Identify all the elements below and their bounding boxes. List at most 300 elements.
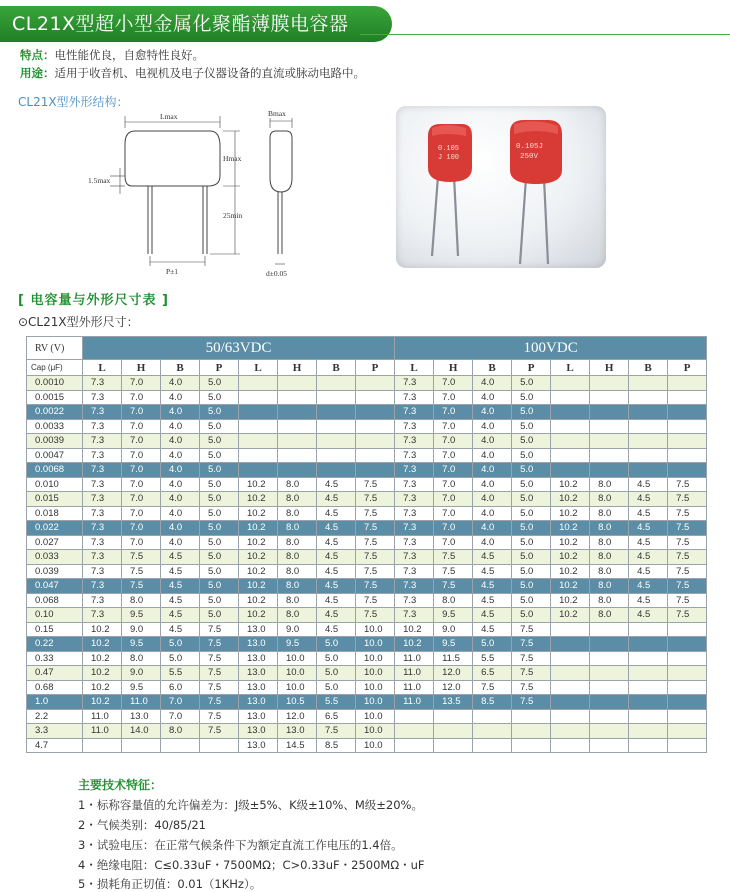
dimension-cell: 4.5 <box>317 593 356 608</box>
dimension-cell: 7.3 <box>395 463 434 478</box>
dimension-cell: 8.0 <box>122 651 161 666</box>
dimension-cell <box>551 448 590 463</box>
dimension-cell: 5.0 <box>473 637 512 652</box>
dimension-cell: 10.0 <box>356 738 395 753</box>
dimension-cell: 5.0 <box>200 564 239 579</box>
dimension-cell: 5.0 <box>200 608 239 623</box>
dimension-cell: 7.5 <box>473 680 512 695</box>
dimension-cell: 4.0 <box>161 448 200 463</box>
dimension-cell: 4.5 <box>317 550 356 565</box>
dimension-cell: 5.0 <box>512 535 551 550</box>
tech-item-2: 2・气候类别：40/85/21 <box>78 818 206 832</box>
dimension-cell: 7.0 <box>434 405 473 420</box>
table-row <box>27 608 707 623</box>
dimension-cell: 9.5 <box>122 637 161 652</box>
dimension-cell: 9.5 <box>122 680 161 695</box>
dimension-cell: 4.0 <box>161 477 200 492</box>
dimension-cell: 4.0 <box>161 521 200 536</box>
dimension-cell: 7.0 <box>122 521 161 536</box>
dimension-cell <box>668 666 707 681</box>
dim-header: B <box>161 360 200 376</box>
dimension-cell: 7.3 <box>395 448 434 463</box>
table-row <box>27 419 707 434</box>
dimension-cell: 14.5 <box>278 738 317 753</box>
dimension-cell <box>278 434 317 449</box>
dimension-cell: 10.2 <box>239 550 278 565</box>
dimension-cell: 4.5 <box>473 608 512 623</box>
dimension-cell: 10.2 <box>551 564 590 579</box>
dimension-cell <box>278 376 317 391</box>
capacitance-cell: 0.068 <box>27 593 83 608</box>
dimension-cell: 4.5 <box>317 608 356 623</box>
dimension-cell: 8.5 <box>317 738 356 753</box>
dimension-cell: 5.0 <box>200 477 239 492</box>
dimension-cell <box>629 434 668 449</box>
dimension-cell: 7.5 <box>668 506 707 521</box>
dimension-cell: 7.0 <box>434 419 473 434</box>
dimension-cell <box>122 738 161 753</box>
dimension-cell: 11.0 <box>122 695 161 710</box>
dimension-cell: 5.0 <box>200 390 239 405</box>
dimension-cell: 5.0 <box>512 608 551 623</box>
tech-item-5: 5・损耗角正切值：0.01（1KHz）。 <box>78 877 262 891</box>
dimension-cell: 5.0 <box>200 579 239 594</box>
table-row <box>27 666 707 681</box>
dimension-cell <box>590 709 629 724</box>
dimension-cell: 13.0 <box>239 680 278 695</box>
dimension-cell: 8.0 <box>278 593 317 608</box>
dimension-cell: 7.5 <box>200 724 239 739</box>
dimension-cell: 5.5 <box>473 651 512 666</box>
dimension-cell <box>668 637 707 652</box>
dimension-cell: 5.0 <box>512 477 551 492</box>
dimension-cell <box>239 405 278 420</box>
dimension-cell <box>473 724 512 739</box>
dimension-cell: 7.5 <box>317 724 356 739</box>
dimension-cell: 7.5 <box>668 579 707 594</box>
table-row <box>27 724 707 739</box>
dimension-cell <box>239 463 278 478</box>
dimension-cell <box>83 738 122 753</box>
capacitance-cell: 0.010 <box>27 477 83 492</box>
dim-header: H <box>278 360 317 376</box>
dimension-cell <box>434 709 473 724</box>
dimension-cell: 5.0 <box>200 434 239 449</box>
dimension-cell: 10.0 <box>356 680 395 695</box>
feature-line-2 <box>20 65 365 81</box>
dimension-cell: 11.0 <box>83 709 122 724</box>
dimension-cell: 5.0 <box>512 419 551 434</box>
capacitance-cell: 0.033 <box>27 550 83 565</box>
dim-header: L <box>395 360 434 376</box>
capacitance-cell: 0.22 <box>27 637 83 652</box>
dim-header: L <box>551 360 590 376</box>
dimension-cell <box>551 695 590 710</box>
dimension-cell: 7.3 <box>395 419 434 434</box>
dimension-cell: 7.3 <box>395 521 434 536</box>
dimension-cell: 7.5 <box>200 666 239 681</box>
dimension-cell <box>317 448 356 463</box>
dim-header: L <box>83 360 122 376</box>
table-row <box>27 680 707 695</box>
dimension-cell: 4.0 <box>161 376 200 391</box>
capacitance-cell: 0.039 <box>27 564 83 579</box>
dimension-cell: 7.0 <box>161 695 200 710</box>
dimension-cell <box>629 651 668 666</box>
dimension-cell: 4.0 <box>161 463 200 478</box>
dimension-cell: 11.0 <box>395 680 434 695</box>
dimension-cell: 7.3 <box>83 390 122 405</box>
dimension-cell: 6.0 <box>161 680 200 695</box>
dimension-cell: 10.2 <box>551 550 590 565</box>
dimension-cell <box>356 463 395 478</box>
dimension-cell: 7.5 <box>434 564 473 579</box>
dimension-cell: 9.5 <box>278 637 317 652</box>
dimension-cell: 7.5 <box>200 709 239 724</box>
dimension-cell: 7.3 <box>83 564 122 579</box>
capacitance-cell: 0.0015 <box>27 390 83 405</box>
dimension-cell: 5.0 <box>200 550 239 565</box>
dimension-cell: 8.0 <box>590 535 629 550</box>
dimension-cell: 8.0 <box>590 579 629 594</box>
dimension-cell: 5.0 <box>317 680 356 695</box>
dimension-cell <box>551 405 590 420</box>
capacitance-cell: 0.33 <box>27 651 83 666</box>
dim-header: P <box>668 360 707 376</box>
cap1-marking-2: J 100 <box>438 154 460 162</box>
table-row <box>27 622 707 637</box>
dimension-cell <box>278 463 317 478</box>
dimension-cell: 8.0 <box>278 506 317 521</box>
dimension-cell: 7.3 <box>83 492 122 507</box>
dimension-cell: 8.0 <box>278 492 317 507</box>
dim-header: H <box>434 360 473 376</box>
dimension-cell <box>395 724 434 739</box>
dimension-cell <box>590 448 629 463</box>
dimension-cell: 7.0 <box>122 463 161 478</box>
dimension-cell: 5.0 <box>200 419 239 434</box>
dimension-cell <box>590 419 629 434</box>
dimension-cell: 4.0 <box>473 434 512 449</box>
dimension-cell: 7.3 <box>83 506 122 521</box>
table-row <box>27 477 707 492</box>
dimension-cell: 7.5 <box>356 506 395 521</box>
dimension-cell: 8.0 <box>590 593 629 608</box>
dimension-cell: 13.0 <box>239 622 278 637</box>
dimension-cell: 4.5 <box>161 622 200 637</box>
dimension-cell: 4.0 <box>473 463 512 478</box>
dimension-cell: 9.0 <box>278 622 317 637</box>
capacitance-cell: 0.0039 <box>27 434 83 449</box>
table-row <box>27 593 707 608</box>
dimension-cell <box>356 434 395 449</box>
dimension-cell: 4.0 <box>473 405 512 420</box>
table-row <box>27 709 707 724</box>
dimension-cell <box>200 738 239 753</box>
dimension-cell <box>668 434 707 449</box>
dimension-cell: 5.0 <box>200 376 239 391</box>
dimension-cell: 7.3 <box>83 593 122 608</box>
dimension-cell: 7.5 <box>512 695 551 710</box>
dimension-cell <box>629 724 668 739</box>
dimension-cell <box>668 680 707 695</box>
dimension-cell <box>473 738 512 753</box>
dimension-cell: 10.2 <box>551 535 590 550</box>
dimension-cell: 7.3 <box>395 405 434 420</box>
dimension-cell: 5.0 <box>512 506 551 521</box>
dimension-cell <box>668 419 707 434</box>
dimension-cell: 11.0 <box>395 695 434 710</box>
dimension-cell <box>356 448 395 463</box>
dimension-cell <box>317 390 356 405</box>
dimension-cell: 5.0 <box>512 376 551 391</box>
dimension-cell: 7.3 <box>395 550 434 565</box>
group-100vdc: 100VDC <box>395 337 707 360</box>
dim-header: L <box>239 360 278 376</box>
dimension-cell <box>278 390 317 405</box>
table-row <box>27 521 707 536</box>
dimension-cell: 5.0 <box>200 506 239 521</box>
dimension-cell: 5.0 <box>317 651 356 666</box>
capacitance-cell: 0.10 <box>27 608 83 623</box>
dimension-cell <box>629 680 668 695</box>
dimension-cell: 10.0 <box>356 695 395 710</box>
dimension-cell: 10.2 <box>551 492 590 507</box>
dimension-cell <box>590 376 629 391</box>
pitch-label: P±1 <box>166 267 179 276</box>
dimension-cell: 7.5 <box>668 564 707 579</box>
lead-length-label: 1.5max <box>88 176 111 185</box>
capacitance-cell: 0.047 <box>27 579 83 594</box>
dimension-cell <box>551 419 590 434</box>
dimension-cell: 4.5 <box>629 506 668 521</box>
dimension-cell: 10.2 <box>239 506 278 521</box>
dimension-cell: 7.0 <box>161 709 200 724</box>
dimension-cell: 7.5 <box>512 666 551 681</box>
dimension-cell <box>668 463 707 478</box>
dimension-cell: 7.5 <box>356 564 395 579</box>
dim-header: P <box>512 360 551 376</box>
dimension-cell: 13.0 <box>239 651 278 666</box>
dimension-cell: 4.5 <box>629 608 668 623</box>
dimension-cell: 11.0 <box>395 666 434 681</box>
dimension-cell: 13.0 <box>239 709 278 724</box>
feature-text: 电性能优良，自愈特性良好。 <box>54 48 204 62</box>
dimension-cell: 4.5 <box>629 550 668 565</box>
dimension-cell: 7.3 <box>83 405 122 420</box>
table-row <box>27 434 707 449</box>
dimension-cell: 5.0 <box>200 492 239 507</box>
dimension-cell: 4.0 <box>473 492 512 507</box>
table-row <box>27 550 707 565</box>
dimension-cell <box>551 463 590 478</box>
dimension-cell: 7.5 <box>356 550 395 565</box>
product-photo <box>396 106 606 268</box>
dimension-cell <box>590 666 629 681</box>
dimension-cell: 4.0 <box>161 492 200 507</box>
dimension-cell <box>317 434 356 449</box>
dimension-cell: 10.0 <box>356 666 395 681</box>
dimension-cell: 10.2 <box>551 506 590 521</box>
outline-drawing <box>80 106 320 281</box>
dimension-cell: 7.0 <box>434 477 473 492</box>
dimension-cell: 5.0 <box>512 492 551 507</box>
dimension-cell: 10.2 <box>239 608 278 623</box>
dimension-cell: 9.0 <box>434 622 473 637</box>
dimension-cell: 7.0 <box>434 390 473 405</box>
page-title-banner <box>0 6 392 42</box>
structure-heading: CL21X型外形结构： <box>18 95 129 109</box>
table-row <box>27 448 707 463</box>
dimension-cell: 5.0 <box>200 535 239 550</box>
dimension-cell: 13.5 <box>434 695 473 710</box>
table-row <box>27 492 707 507</box>
dimension-cell: 10.2 <box>83 637 122 652</box>
dimension-cell: 8.0 <box>590 492 629 507</box>
dimension-cell: 13.0 <box>239 695 278 710</box>
dimension-cell: 4.5 <box>629 579 668 594</box>
dimension-cell <box>551 622 590 637</box>
table-subtitle: ⊙CL21X型外形尺寸： <box>18 315 139 329</box>
dimension-cell: 10.2 <box>239 593 278 608</box>
dimension-cell: 7.5 <box>200 637 239 652</box>
dimension-cell <box>590 680 629 695</box>
dimension-cell: 13.0 <box>278 724 317 739</box>
dimension-cell: 13.0 <box>122 709 161 724</box>
dimension-cell <box>239 434 278 449</box>
dimension-cell <box>629 709 668 724</box>
dimension-cell: 7.0 <box>434 448 473 463</box>
dimension-cell: 6.5 <box>473 666 512 681</box>
dimension-cell: 14.0 <box>122 724 161 739</box>
capacitance-cell: 3.3 <box>27 724 83 739</box>
dimension-cell: 8.0 <box>161 724 200 739</box>
dimension-cell: 10.2 <box>239 564 278 579</box>
dimension-cell <box>629 637 668 652</box>
dimension-cell: 7.5 <box>356 579 395 594</box>
dim-header: H <box>122 360 161 376</box>
dimension-cell <box>551 376 590 391</box>
dimension-cell: 8.0 <box>278 564 317 579</box>
dimension-cell <box>278 405 317 420</box>
dimension-cell <box>356 390 395 405</box>
dimension-cell: 8.5 <box>473 695 512 710</box>
dimension-cell: 7.0 <box>434 521 473 536</box>
dimension-cell: 10.0 <box>356 637 395 652</box>
dimension-cell: 5.0 <box>512 521 551 536</box>
dimension-cell <box>590 622 629 637</box>
dimension-cell <box>668 390 707 405</box>
dimension-cell: 10.2 <box>83 651 122 666</box>
feature-line-1 <box>20 47 204 63</box>
dimension-cell: 4.5 <box>161 579 200 594</box>
dimension-cell: 4.0 <box>161 390 200 405</box>
dimension-cell: 4.5 <box>161 564 200 579</box>
dimension-cell: 10.0 <box>356 622 395 637</box>
dimension-cell: 4.5 <box>629 477 668 492</box>
dimension-cell <box>629 376 668 391</box>
capacitance-cell: 0.018 <box>27 506 83 521</box>
dimension-cell: 7.5 <box>356 608 395 623</box>
dimension-cell <box>551 724 590 739</box>
dimension-cell: 7.0 <box>434 535 473 550</box>
dimension-cell: 4.0 <box>473 390 512 405</box>
dimension-cell: 8.0 <box>590 550 629 565</box>
lead-diameter-label: d±0.05 <box>266 269 287 278</box>
dimension-cell <box>629 405 668 420</box>
capacitance-cell: 0.68 <box>27 680 83 695</box>
capacitance-cell: 0.022 <box>27 521 83 536</box>
dimension-cell <box>239 376 278 391</box>
dimension-cell <box>629 666 668 681</box>
dimension-cell: 4.5 <box>317 492 356 507</box>
dimension-cell: 8.0 <box>590 608 629 623</box>
dimension-cell: 8.0 <box>590 521 629 536</box>
dimension-cell <box>590 695 629 710</box>
dimension-cell: 10.2 <box>83 666 122 681</box>
dimension-cell: 5.0 <box>200 405 239 420</box>
dimension-cell: 7.5 <box>512 637 551 652</box>
dimension-cell: 7.3 <box>395 564 434 579</box>
dimension-cell <box>590 651 629 666</box>
dimension-cell: 11.0 <box>395 651 434 666</box>
dimension-cell: 7.0 <box>122 535 161 550</box>
rv-label: RV (V) <box>27 337 83 360</box>
dimension-cell: 10.0 <box>356 651 395 666</box>
dimension-cell: 10.2 <box>551 593 590 608</box>
dimension-cell: 4.5 <box>317 477 356 492</box>
dimension-cell: 7.0 <box>122 506 161 521</box>
dimension-cell <box>629 390 668 405</box>
bmax-label: Bmax <box>268 109 286 118</box>
dimension-cell: 7.0 <box>122 448 161 463</box>
dimension-cell <box>317 405 356 420</box>
dimension-cell: 5.0 <box>200 521 239 536</box>
dimension-cell <box>278 419 317 434</box>
dimension-cell <box>668 622 707 637</box>
dimension-cell <box>629 419 668 434</box>
dimension-cell: 5.0 <box>317 666 356 681</box>
dimension-cell: 4.5 <box>317 579 356 594</box>
group-50-63vdc: 50/63VDC <box>83 337 395 360</box>
dimension-cell: 7.5 <box>668 477 707 492</box>
table-row <box>27 463 707 478</box>
dimension-cell <box>590 738 629 753</box>
dimension-cell: 10.2 <box>395 637 434 652</box>
dimension-cell: 7.3 <box>83 434 122 449</box>
dimension-cell: 7.3 <box>395 579 434 594</box>
table-row <box>27 637 707 652</box>
dimension-cell: 4.5 <box>473 579 512 594</box>
dimension-cell <box>434 724 473 739</box>
dimension-cell: 10.2 <box>239 477 278 492</box>
dimension-cell <box>239 448 278 463</box>
dimension-cell <box>317 419 356 434</box>
dimension-cell: 5.0 <box>512 434 551 449</box>
dimension-cell: 4.0 <box>473 506 512 521</box>
dimension-cell <box>668 376 707 391</box>
dimension-cell <box>551 390 590 405</box>
dimension-cell: 7.3 <box>395 593 434 608</box>
table-row <box>27 506 707 521</box>
dimension-cell: 4.0 <box>473 448 512 463</box>
dimension-cell: 5.5 <box>161 666 200 681</box>
dimension-cell: 4.0 <box>161 535 200 550</box>
dimension-cell <box>317 463 356 478</box>
dimension-cell: 7.5 <box>200 695 239 710</box>
capacitance-cell: 0.0010 <box>27 376 83 391</box>
cap2-marking-1: 0.105J <box>516 143 544 151</box>
